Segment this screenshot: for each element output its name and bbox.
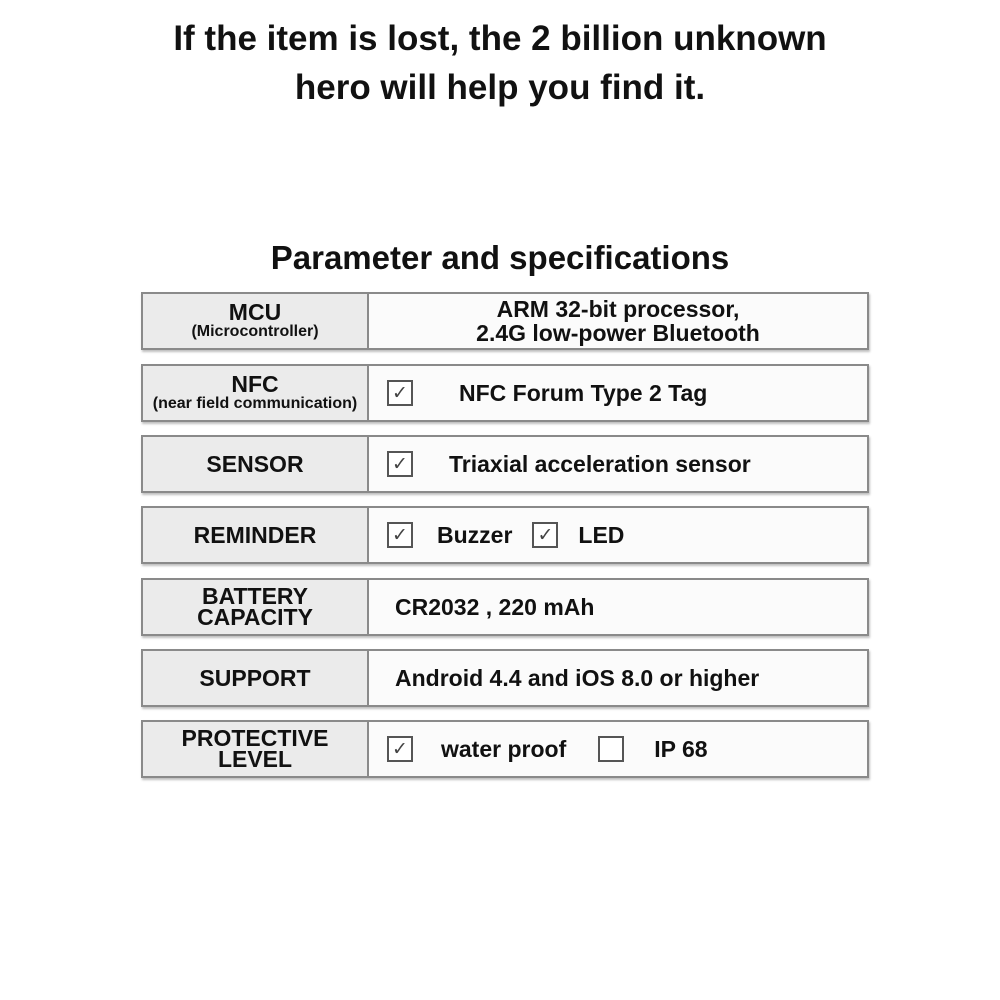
nfc-checkbox: ✓ — [387, 380, 413, 406]
support-value: Android 4.4 and iOS 8.0 or higher — [395, 664, 760, 691]
spec-value-sensor — [369, 437, 867, 491]
headline — [0, 14, 1000, 112]
spec-row-reminder — [141, 506, 869, 564]
spec-label-battery — [143, 580, 369, 634]
spec-row-nfc — [141, 364, 869, 422]
spec-label-protective — [143, 722, 369, 776]
water-proof-checkbox: ✓ — [387, 736, 413, 762]
section-title: Parameter and specifications — [270, 239, 730, 276]
headline-line-1: If the item is lost, the 2 billion unknown — [173, 19, 827, 58]
spec-label-support — [143, 651, 369, 705]
led-checkbox: ✓ — [532, 522, 558, 548]
protective-label-line-1: PROTECTIVE — [181, 725, 329, 751]
mcu-value-line-2: 2.4G low-power Bluetooth — [476, 320, 760, 346]
battery-label-line-2: CAPACITY — [197, 604, 313, 630]
led-option: LED — [578, 521, 625, 548]
spec-row-sensor — [141, 435, 869, 493]
mcu-label: MCU — [228, 299, 282, 325]
nfc-value: NFC Forum Type 2 Tag — [459, 379, 708, 406]
nfc-sublabel: (near field communication) — [152, 395, 358, 412]
sensor-label: SENSOR — [206, 451, 304, 477]
battery-label-line-1: BATTERY — [201, 583, 309, 609]
headline-line-2: hero will help you find it. — [294, 68, 706, 107]
spec-value-protective — [369, 722, 867, 776]
spec-value-mcu — [369, 294, 867, 348]
sensor-checkbox: ✓ — [387, 451, 413, 477]
protective-label-line-2: LEVEL — [217, 746, 293, 772]
spec-row-mcu — [141, 292, 869, 350]
sensor-value: Triaxial acceleration sensor — [449, 450, 751, 477]
spec-value-nfc — [369, 366, 867, 420]
spec-value-reminder — [369, 508, 867, 562]
spec-row-protective — [141, 720, 869, 778]
nfc-label: NFC — [231, 371, 279, 397]
mcu-value-line-1: ARM 32-bit processor, — [496, 296, 740, 322]
spec-value-battery — [369, 580, 867, 634]
support-label: SUPPORT — [199, 665, 311, 691]
spec-label-sensor — [143, 437, 369, 491]
spec-label-reminder — [143, 508, 369, 562]
ip68-checkbox — [598, 736, 624, 762]
reminder-label: REMINDER — [193, 522, 317, 548]
spec-label-nfc — [143, 366, 369, 420]
spec-row-battery — [141, 578, 869, 636]
battery-value: CR2032 , 220 mAh — [395, 593, 595, 620]
buzzer-checkbox: ✓ — [387, 522, 413, 548]
ip68-option: IP 68 — [654, 735, 708, 762]
water-proof-option: water proof — [441, 735, 567, 762]
mcu-sublabel: (Microcontroller) — [191, 323, 319, 340]
spec-row-support — [141, 649, 869, 707]
spec-value-support — [369, 651, 867, 705]
buzzer-option: Buzzer — [437, 521, 513, 548]
spec-label-mcu — [143, 294, 369, 348]
